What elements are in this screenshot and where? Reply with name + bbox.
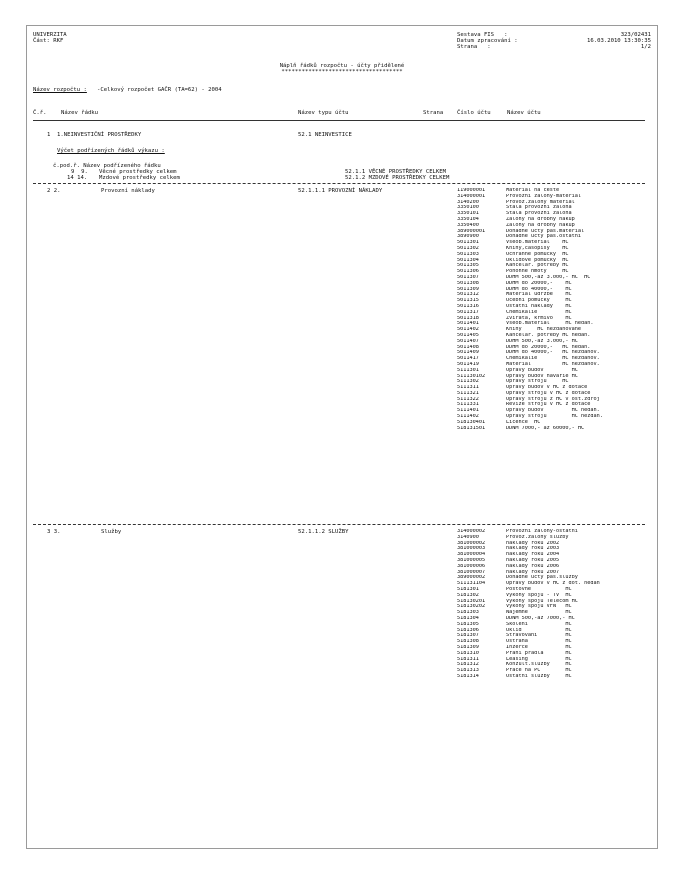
- account-name: Školení HČ: [506, 621, 572, 627]
- account-name: náklady roku 2006: [506, 563, 560, 569]
- account-name: Konzult.služby HČ: [506, 662, 572, 668]
- account-number: 518130202: [457, 604, 486, 610]
- account-name: Výkony spojů - TV HČ: [506, 592, 572, 598]
- account-name: náklady roku 2007: [506, 569, 560, 575]
- account-number: 5111322: [457, 396, 479, 402]
- account-number: 381000007: [457, 569, 486, 575]
- account-number: 381000004: [457, 552, 486, 558]
- col-row-name: Název řádku: [61, 110, 99, 116]
- account-number: 511130102: [457, 373, 486, 379]
- account-name: náklady roku 2002: [506, 540, 560, 546]
- account-number: 3350101: [457, 211, 479, 217]
- account-number: 381000006: [457, 563, 486, 569]
- account-name: Ostatní náklady HČ: [506, 303, 572, 309]
- account-number: 3890900: [457, 234, 479, 240]
- section1-number: 1: [47, 132, 51, 138]
- org-part: Část: RKF: [33, 38, 64, 44]
- section3-type: 52.1.1.2 SLUŽBY: [298, 529, 349, 535]
- account-number: 5181311: [457, 656, 479, 662]
- account-name: Zálohy na drobný nákup: [506, 216, 575, 222]
- account-number: 5111311: [457, 385, 479, 391]
- account-name: DDHM 500,-až 3.000,- HČ HČ: [506, 274, 591, 280]
- account-number: 5111402: [457, 414, 479, 420]
- account-name: Úklid HČ: [506, 627, 572, 633]
- account-name: DDNM 500,-až 7000,- HČ: [506, 615, 575, 621]
- account-name: DDHM do 40000,- HČ: [506, 286, 572, 292]
- account-number: 5181307: [457, 633, 479, 639]
- account-name: Chemikálie HČ: [506, 309, 572, 315]
- report-title-underline: ************************************: [281, 69, 403, 75]
- account-name: Zálohy na drobný nákup: [506, 222, 575, 228]
- account-name: DDHM do 20000,- HČ: [506, 280, 572, 286]
- account-number: 381000002: [457, 540, 486, 546]
- page-label: Strana :: [457, 44, 491, 50]
- account-name: DDHM do 20000,- HČ nedaň.: [506, 344, 591, 350]
- account-name: náklady roku 2003: [506, 546, 560, 552]
- account-number: 389000002: [457, 575, 486, 581]
- account-name: Výkony spojů VFN HČ: [506, 604, 572, 610]
- account-number: 518130401: [457, 419, 486, 425]
- account-number: 5011407: [457, 338, 479, 344]
- account-number: 5111302: [457, 379, 479, 385]
- account-name: Licence HČ: [506, 419, 541, 425]
- account-number: 3350400: [457, 222, 479, 228]
- account-number: 5181302: [457, 592, 479, 598]
- account-number: 3140200: [457, 199, 479, 205]
- account-number: 5011408: [457, 344, 479, 350]
- col-type-name: Název typu účtu: [298, 110, 349, 116]
- account-number: 3350100: [457, 205, 479, 211]
- account-name: Inzerce HČ: [506, 644, 572, 650]
- account-name: Výkony spojů Telecom HČ: [506, 598, 578, 604]
- account-name: Knihy HČ nezdaňované: [506, 327, 581, 333]
- account-number: 5011306: [457, 269, 479, 275]
- account-name: DDNM 7000,- až 60000,- HČ: [506, 425, 585, 431]
- section1-sub-row-type: 52.1.2 MZDOVÉ PROSTŘEDKY CELKEM: [345, 175, 450, 181]
- processing-date-label: Datum zpracování :: [457, 38, 518, 44]
- section1-sub-row-no: 9 9.: [71, 169, 88, 175]
- account-name: Revize strojů v HČ z dotace: [506, 402, 591, 408]
- account-name: Knihy,časopisy HČ: [506, 245, 569, 251]
- account-number: 5011307: [457, 274, 479, 280]
- account-name: Ochranné pomůcky HČ: [506, 251, 569, 257]
- account-number: 5011309: [457, 286, 479, 292]
- account-name: Provoz.zálohy materiál: [506, 199, 575, 205]
- report-id-label: Sestava FIS :: [457, 32, 508, 38]
- account-number: 5011305: [457, 263, 479, 269]
- section3-name: Služby: [101, 529, 122, 535]
- account-name: Ostraha HČ: [506, 639, 572, 645]
- account-name: Opravy budov v HČ z dot. nedaň: [506, 581, 600, 587]
- section1-sub-label: Výčet podřízených řádků výkazu :: [57, 148, 165, 154]
- account-name: Opravy strojů HČ: [506, 379, 569, 385]
- account-number: 5181305: [457, 621, 479, 627]
- account-number: 5181304: [457, 615, 479, 621]
- account-name: Pohonné hmoty HČ: [506, 269, 569, 275]
- account-number: 5011419: [457, 361, 479, 367]
- budget-name-value: -Celkový rozpočet GAČR (TA=62) - 2004: [97, 87, 222, 93]
- account-name: Nájemné HČ: [506, 610, 572, 616]
- account-number: 518130201: [457, 598, 486, 604]
- section2-account-list: [457, 188, 657, 431]
- account-name: Opravy budov v HČ z dotace: [506, 385, 588, 391]
- account-name: Všeob.materiál HČ nedaň.: [506, 321, 594, 327]
- account-name: Kancelář. potřeby HČ: [506, 263, 569, 269]
- account-name: Práce na PC HČ: [506, 668, 572, 674]
- header-rule: [33, 120, 645, 121]
- account-name: Chemikálie HČ nezdaňov.: [506, 356, 600, 362]
- account-name: Kancelář. potřeby HČ nedaň.: [506, 332, 591, 338]
- org-name: UNIVERZITA: [33, 32, 67, 38]
- account-name: Dohadné účty pas.materiál: [506, 228, 585, 234]
- account-name: Opravy budov havarie HČ: [506, 373, 578, 379]
- account-number: 5181310: [457, 650, 479, 656]
- account-row: [457, 426, 657, 432]
- account-number: 381000005: [457, 557, 486, 563]
- account-name: Stravování HČ: [506, 633, 572, 639]
- account-number: 511131104: [457, 581, 486, 587]
- page-number: 1/2: [640, 44, 651, 50]
- col-account-name: Název účtu: [507, 110, 541, 116]
- account-number: 119000001: [457, 188, 486, 193]
- account-name: Úklidové pomůcky HČ: [506, 257, 569, 263]
- account-number: 5011303: [457, 251, 479, 257]
- account-number: 5011315: [457, 298, 479, 304]
- account-number: 5111321: [457, 390, 479, 396]
- account-name: Stálá provozní záloha: [506, 211, 572, 217]
- account-number: 5011405: [457, 332, 479, 338]
- account-name: Materiál HČ nezdaňov.: [506, 361, 600, 367]
- account-number: 5011402: [457, 327, 479, 333]
- account-number: 5011317: [457, 309, 479, 315]
- section1-sub-row-name: Věcné prostředky celkem: [99, 169, 177, 175]
- account-name: Ostatní služby HČ: [506, 673, 572, 679]
- account-name: Provozní zálohy-materiál: [506, 193, 581, 199]
- account-number: 5181308: [457, 639, 479, 645]
- account-name: náklady roku 2005: [506, 557, 560, 563]
- account-number: 5011409: [457, 350, 479, 356]
- col-row-no: Č.ř.: [33, 110, 47, 116]
- account-number: 5011401: [457, 321, 479, 327]
- account-number: 5111401: [457, 408, 479, 414]
- account-name: DDHM 500,-až 3.000,- HČ: [506, 338, 578, 344]
- account-number: 389000001: [457, 228, 486, 234]
- account-name: Učební pomůcky HČ: [506, 298, 572, 304]
- account-number: 5011316: [457, 303, 479, 309]
- section2-name: Provozní náklady: [101, 188, 155, 194]
- account-name: Opravy budov HČ nedaň.: [506, 408, 600, 414]
- account-name: Dohadné účty pas.služby: [506, 575, 578, 581]
- budget-name-label: Název rozpočtu :: [33, 87, 87, 93]
- account-number: 5181309: [457, 644, 479, 650]
- report-id-value: 323/02431: [620, 32, 651, 38]
- section1-type: 52.1 NEINVESTICE: [298, 132, 352, 138]
- account-name: Stálá provozní záloha: [506, 205, 572, 211]
- account-number: 5181314: [457, 673, 479, 679]
- account-number: 3350104: [457, 216, 479, 222]
- account-number: 5011312: [457, 292, 479, 298]
- account-name: Provozní zálohy-ostatní: [506, 529, 578, 534]
- account-name: Praní prádla HČ: [506, 650, 572, 656]
- section2-type: 52.1.1.1 PROVOZNÍ NÁKLADY: [298, 188, 383, 194]
- account-number: 5011302: [457, 245, 479, 251]
- account-number: 5011417: [457, 356, 479, 362]
- account-number: 5111331: [457, 402, 479, 408]
- section1-name: 1.NEINVESTIČNÍ PROSTŘEDKY: [57, 132, 142, 138]
- account-name: Materiál na cestě: [506, 188, 560, 193]
- section1-sub-row-type: 52.1.1 VĚCNÉ PROSTŘEDKY CELKEM: [345, 169, 447, 175]
- report-page: [26, 25, 658, 849]
- account-name: náklady roku 2004: [506, 552, 560, 558]
- account-name: Leasing HČ: [506, 656, 572, 662]
- account-row: [457, 674, 657, 680]
- report-title: Náplň řádků rozpočtu - účty přidělené: [279, 63, 405, 69]
- section1-sub-row-no: 14 14.: [67, 175, 88, 181]
- account-number: 5011318: [457, 315, 479, 321]
- account-name: Poštovné HČ: [506, 586, 572, 592]
- account-number: 5181301: [457, 586, 479, 592]
- account-name: Opravy strojů v HČ z dotace: [506, 390, 591, 396]
- col-account-no: Číslo účtu: [457, 110, 491, 116]
- section1-sub-header: č.pod.ř. Název podřízeného řádku: [53, 163, 161, 169]
- account-name: Opravy budov HČ: [506, 367, 578, 373]
- account-number: 5181306: [457, 627, 479, 633]
- section3-account-list: [457, 529, 657, 680]
- account-number: 5181312: [457, 662, 479, 668]
- account-name: Opravy strojů HČ nezdaň.: [506, 414, 603, 420]
- account-name: Dohadné účty pas.ostatní: [506, 234, 581, 240]
- col-side: Strana: [423, 110, 444, 116]
- account-name: Provoz.zálohy služby: [506, 534, 569, 540]
- section2-number: 2 2.: [47, 188, 61, 194]
- account-number: 5181313: [457, 668, 479, 674]
- account-name: DDHM do 40000,- HČ nezdaňov.: [506, 350, 600, 356]
- account-number: 5011308: [457, 280, 479, 286]
- account-name: Všeob.materiál HČ: [506, 240, 569, 246]
- account-number: 5181303: [457, 610, 479, 616]
- account-name: Zvířata, krmivo HČ: [506, 315, 572, 321]
- account-number: 5011304: [457, 257, 479, 263]
- section-divider: [33, 524, 645, 525]
- account-name: Opravy strojů z HČ v ost.zdroj: [506, 396, 600, 402]
- account-number: 381000003: [457, 546, 486, 552]
- processing-date-value: 16.03.2010 13:30:35: [587, 38, 651, 44]
- section-divider: [33, 183, 645, 184]
- account-number: 3140900: [457, 534, 479, 540]
- section1-sub-row-name: Mzdové prostředky celkem: [99, 175, 180, 181]
- account-number: 5111301: [457, 367, 479, 373]
- account-number: 518131501: [457, 425, 486, 431]
- account-name: Materiál údržbe HČ: [506, 292, 572, 298]
- account-number: 314000002: [457, 529, 486, 534]
- account-number: 314000001: [457, 193, 486, 199]
- section3-number: 3 3.: [47, 529, 61, 535]
- account-number: 5011301: [457, 240, 479, 246]
